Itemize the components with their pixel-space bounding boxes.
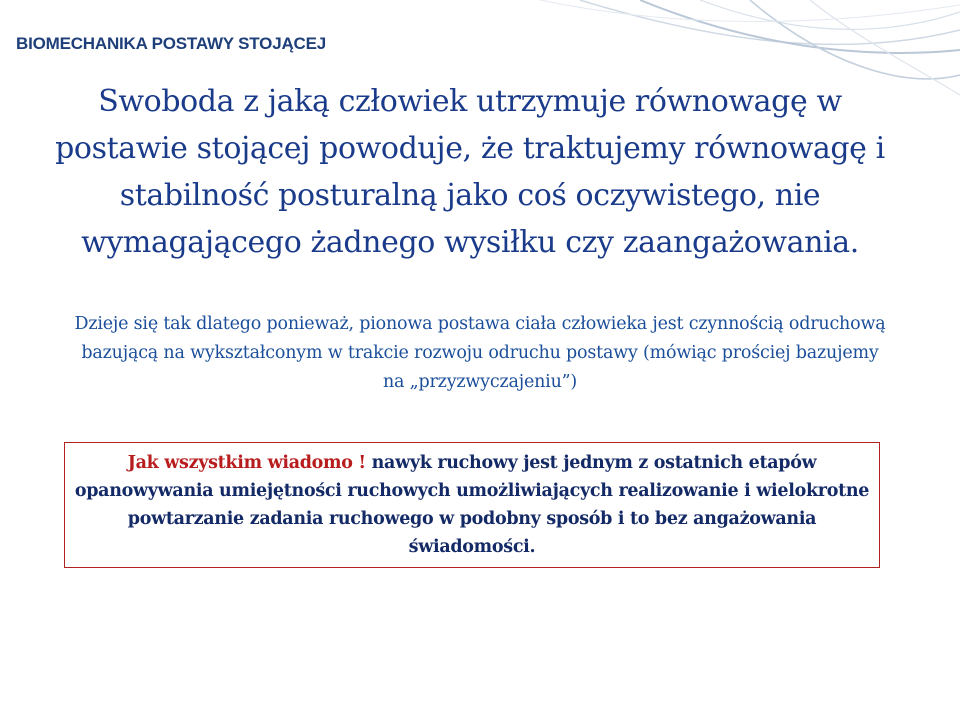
callout-box [64, 442, 880, 568]
main-paragraph: Swoboda z jaką człowiek utrzymuje równowagę w postawie stojącej powoduje, że traktujemy równowagę i stabilność posturalną jako coś oczywistego, nie wymagającego żadnego wysiłku czy zaangażowania. [55, 84, 885, 260]
callout-lead: Jak wszystkim wiadomo ! [127, 453, 366, 473]
callout-body: nawyk ruchowy jest jednym z ostatnich etapów opanowywania umiejętności ruchowych umożliwiających realizowanie i wielokrotne powtarzanie zadania ruchowego w podobny sposób i to bez angażowania świadomości. [74, 453, 870, 557]
sub-paragraph: Dzieje się tak dlatego ponieważ, pionowa postawa ciała człowieka jest czynnością odruchową bazującą na wykształconym w trakcie rozwoju odruchu postawy (mówiąc prościej bazujemy na „przyzwyczajeniu”) [74, 314, 886, 392]
slide-header: BIOMECHANIKA POSTAWY STOJĄCEJ [16, 34, 327, 53]
